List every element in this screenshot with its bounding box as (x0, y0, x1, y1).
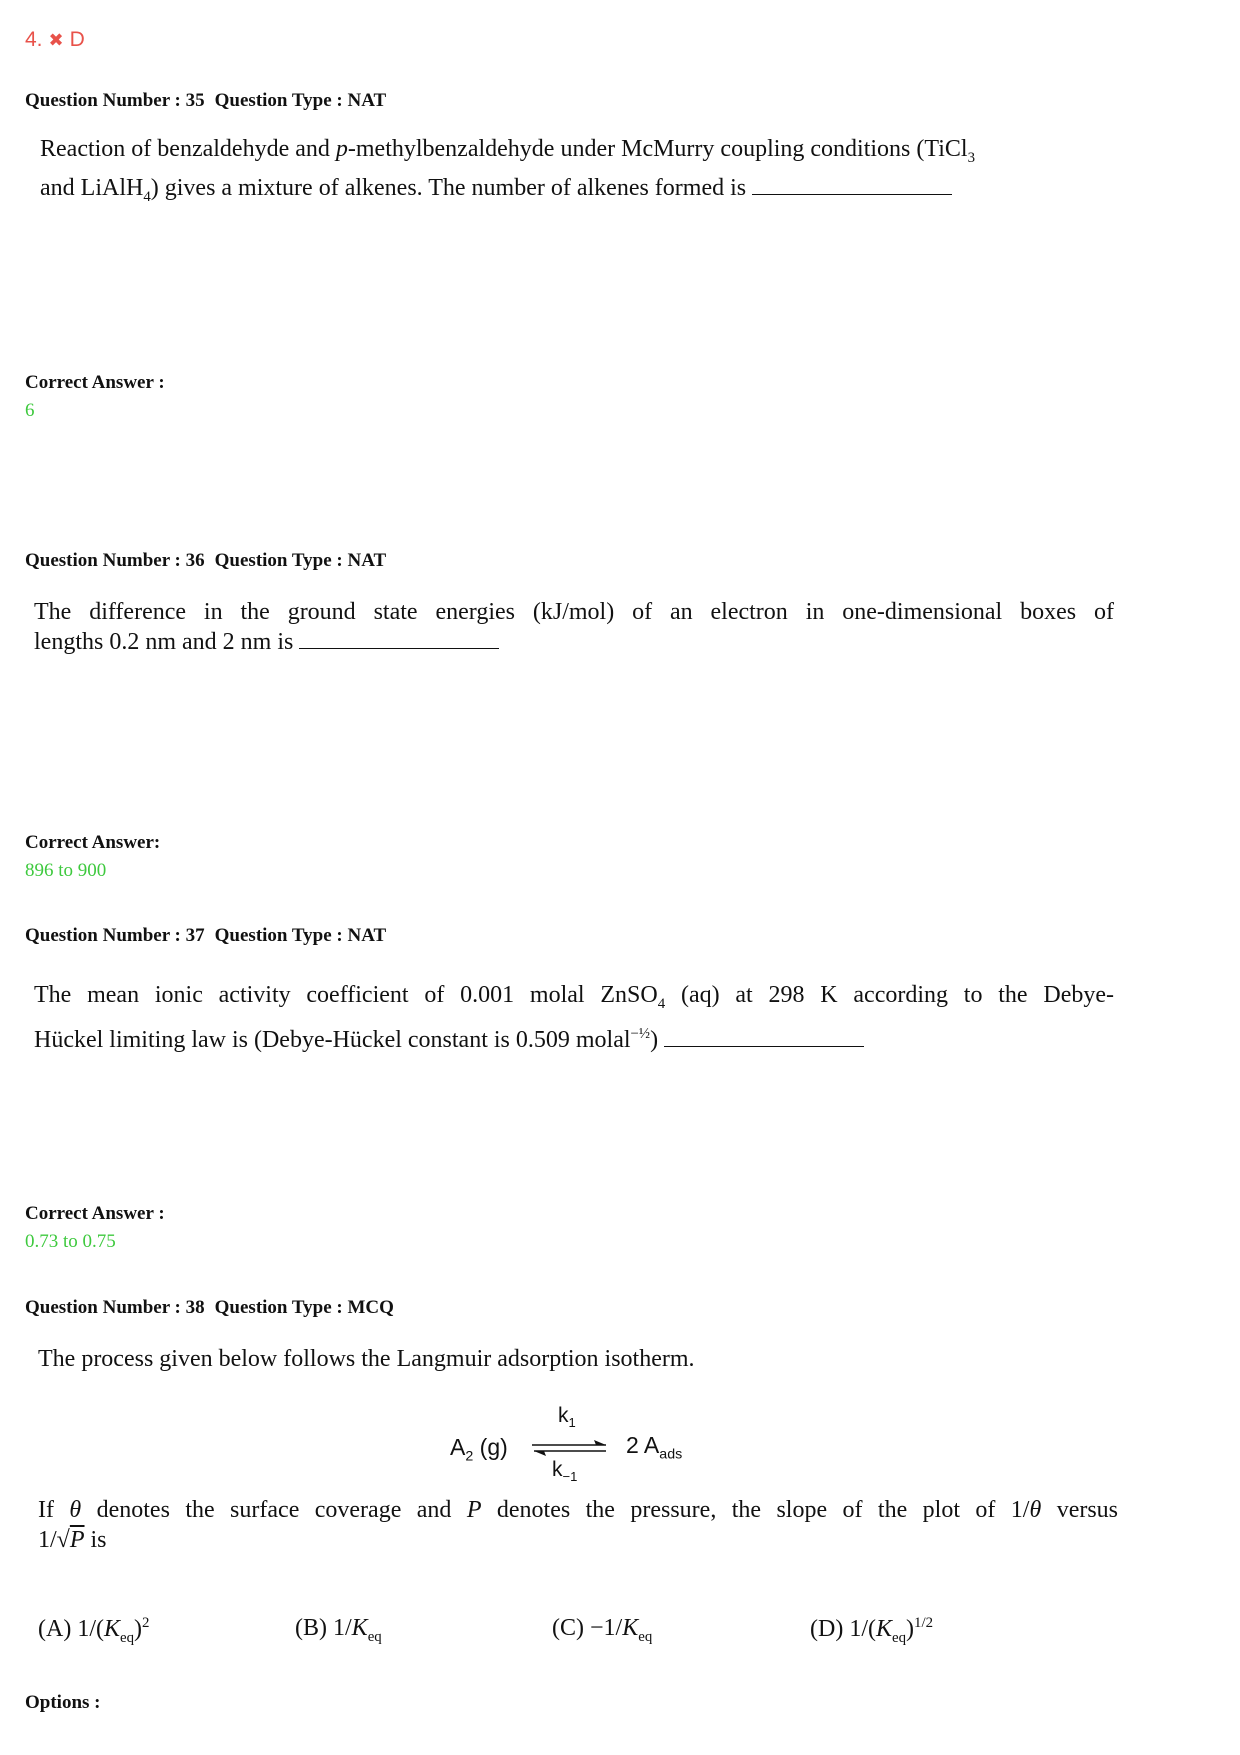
question-type: Question Type : MCQ (214, 1297, 394, 1318)
correct-answer-value: 896 to 900 (25, 860, 107, 881)
question-number: Question Number : 35 (25, 90, 205, 111)
option-c[interactable]: $(C) -1/K_{eq}$ (552, 1615, 653, 1645)
question-number: Question Number : 38 (25, 1297, 205, 1318)
answer-blank (752, 174, 952, 195)
rate-constant-backward: $k_{-1}$ (552, 1458, 578, 1485)
question-text-line: lengths 0.2 nm and 2 nm is (34, 629, 294, 655)
question-36-header (25, 550, 386, 572)
question-35-text: Reaction of benzaldehyde and p-methylbenzaldehyde under McMurry coupling conditions (TiCl$_3$ and LiAlH$_4$) gives a mixture of alkenes. The number of alkenes formed is (40, 136, 975, 205)
correct-answer-label: Correct Answer : (25, 1203, 165, 1224)
selected-option-letter: D (69, 28, 85, 51)
wrong-cross-icon: ✖ (48, 30, 64, 50)
option-d[interactable]: (D) $1/(K_{eq})^{1/2}$ (810, 1615, 934, 1646)
rate-constant-forward: $k_1$ (558, 1404, 576, 1431)
question-37-text: The mean ionic activity coefficient of 0.001 molal ZnSO$_4$ (aq) at 298 K according to the Debye- Hückel limiting law is (Debye-Hückel constant is 0.509 molal$^{-\frac{1}{2}}$) (34, 982, 1114, 1053)
equilibrium-arrows-icon (530, 1438, 610, 1458)
option-a[interactable]: (A) $1/(K_{eq})^2$ (38, 1615, 150, 1646)
reaction-product: 2 $A_{ads}$ (626, 1432, 683, 1463)
question-35-header (25, 90, 386, 112)
correct-answer-label: Correct Answer : (25, 372, 165, 393)
answer-blank (299, 628, 499, 649)
reaction-reactant: $A_2$ (g) (450, 1434, 508, 1465)
question-38-text: The process given below follows the Langmuir adsorption isotherm. (38, 1346, 695, 1372)
langmuir-reaction (450, 1404, 770, 1484)
question-type: Question Type : NAT (214, 550, 387, 571)
question-type: Question Type : NAT (214, 90, 387, 111)
correct-answer-value: 0.73 to 0.75 (25, 1231, 116, 1252)
option-b[interactable]: (B) $1/K_{eq}$ (295, 1615, 382, 1645)
answer-blank (664, 1026, 864, 1047)
correct-answer-label: Correct Answer: (25, 832, 161, 853)
question-number: Question Number : 36 (25, 550, 205, 571)
question-text-line: The difference in the ground state energies (kJ/mol) of an electron in one-dimensional boxes of (34, 599, 1114, 625)
selected-option-row (25, 28, 85, 52)
options-label: Options : (25, 1692, 101, 1713)
question-type: Question Type : NAT (214, 925, 387, 946)
question-36-text (34, 597, 1114, 657)
correct-answer-value: 6 (25, 400, 35, 421)
question-number: Question Number : 37 (25, 925, 205, 946)
option-number: 4. (25, 28, 43, 51)
question-37-header (25, 925, 386, 947)
question-38-header (25, 1297, 394, 1319)
question-38-text-2: If θ denotes the surface coverage and P denotes the pressure, the slope of the plot of 1/θ versus 1/√P is (38, 1497, 1119, 1553)
